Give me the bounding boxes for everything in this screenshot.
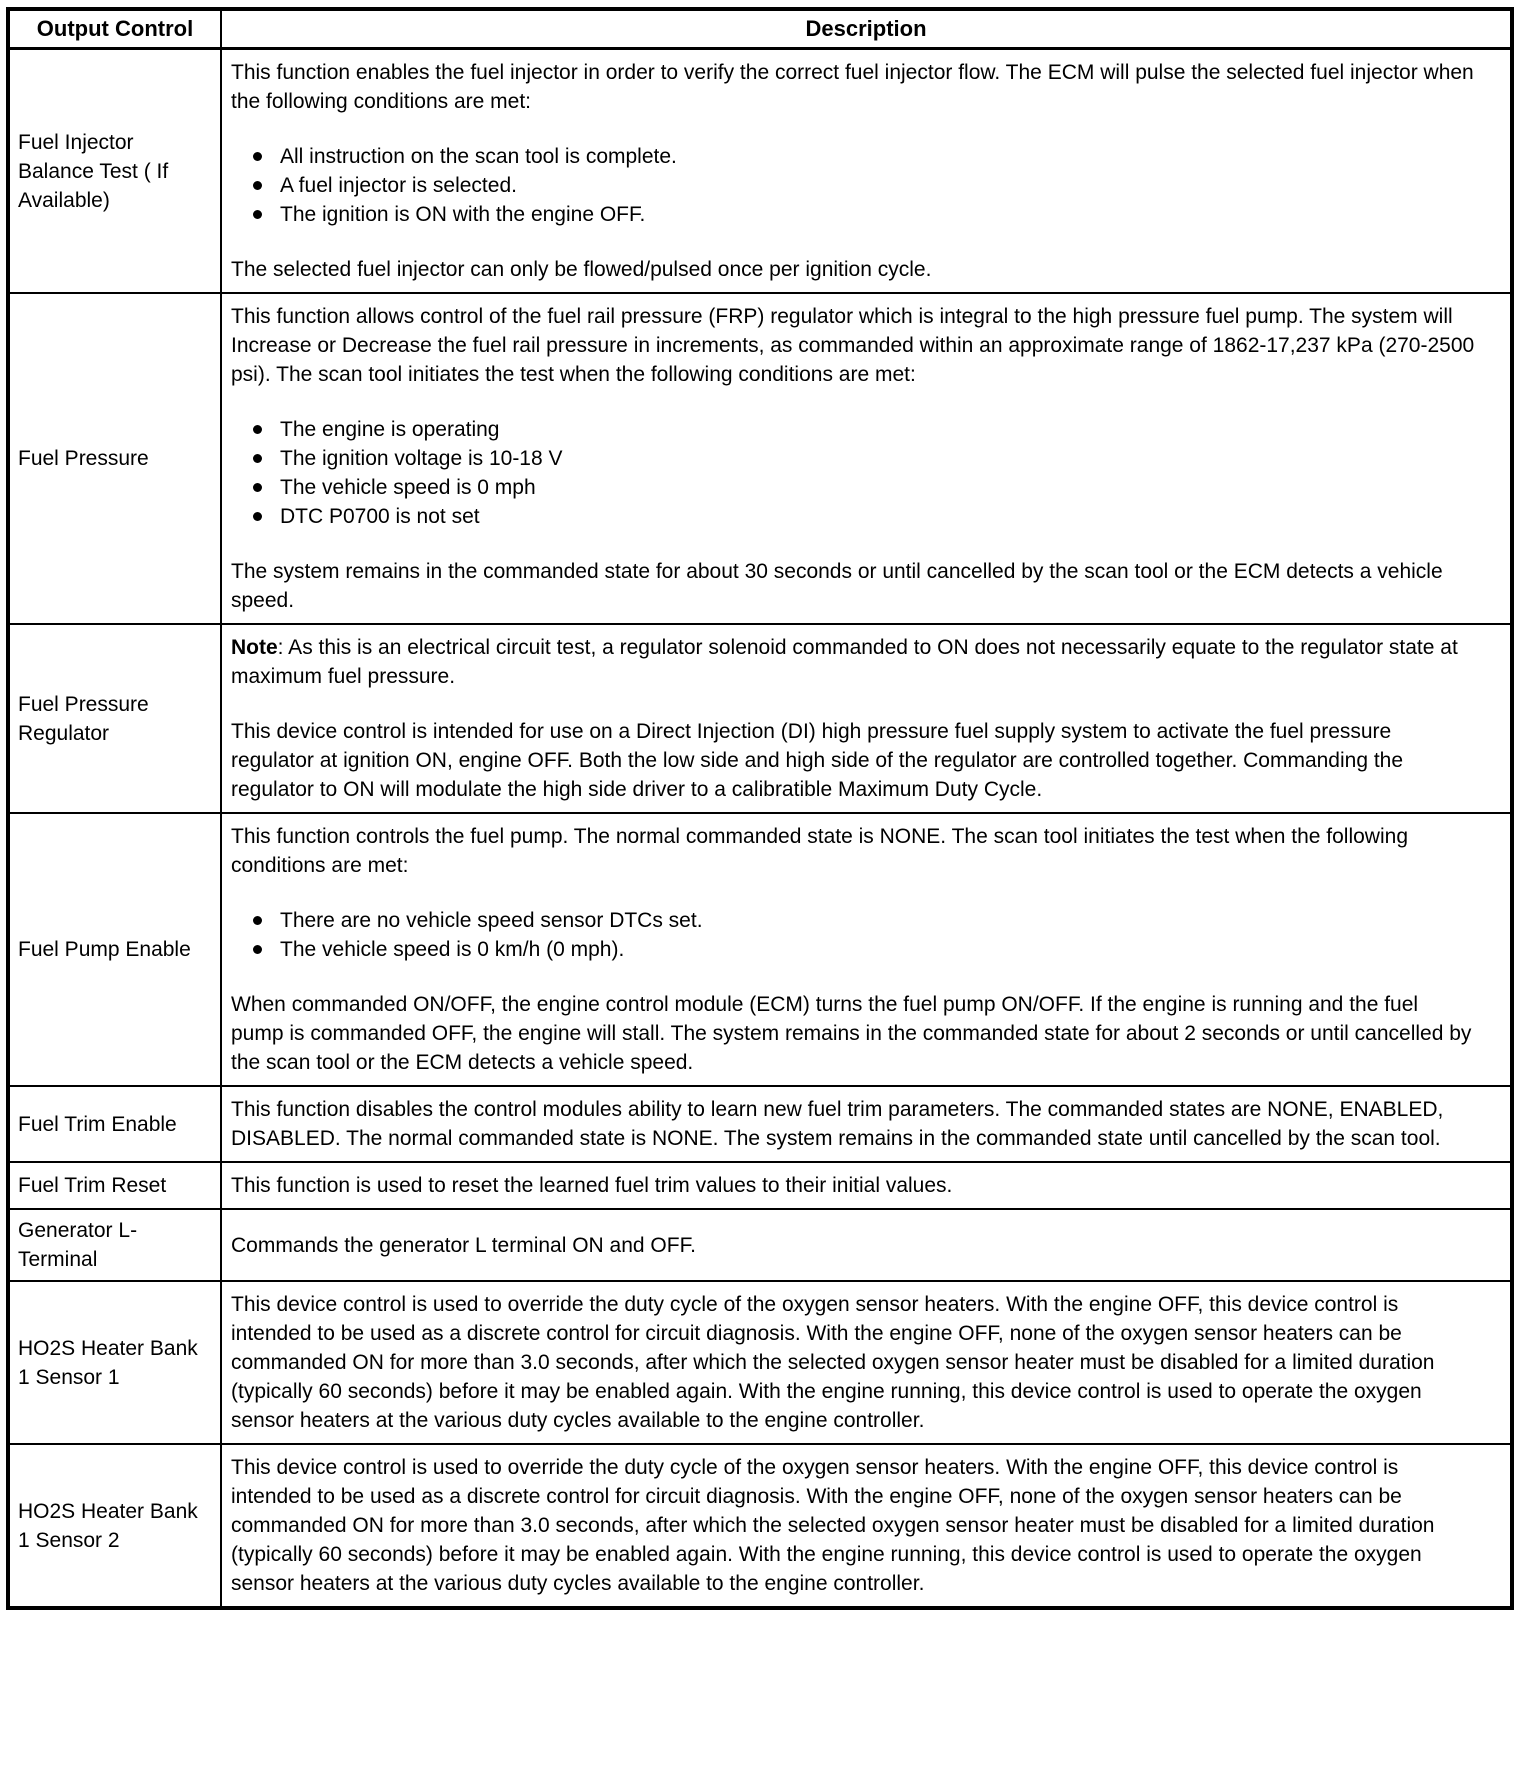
list-item-text: The ignition voltage is 10-18 V — [280, 447, 563, 470]
description-cell — [221, 1162, 1512, 1209]
output-control-cell: HO2S Heater Bank 1 Sensor 2 — [8, 1444, 221, 1608]
description-paragraph: This device control is intended for use on a Direct Injection (DI) high pressure fuel supply system to activate the fuel pressure regulator at ignition ON, engine OFF. Both the low side and high side of the regulator are controlled together. Commanding the regulator to ON will modulate the high side driver to a calibratible Maximum Duty Cycle. — [231, 720, 1404, 801]
column-header-description: Description — [221, 9, 1512, 49]
condition-list — [231, 142, 1476, 229]
output-control-cell: HO2S Heater Bank 1 Sensor 1 — [8, 1281, 221, 1444]
bullet-icon — [253, 945, 262, 954]
list-item — [253, 415, 1476, 444]
note-label: Note — [231, 636, 278, 659]
description-paragraph: Commands the generator L terminal ON and OFF. — [231, 1233, 696, 1257]
table-header — [8, 9, 1512, 49]
description-paragraph — [231, 633, 1476, 691]
list-item — [253, 502, 1476, 531]
bullet-icon — [253, 181, 262, 190]
description-paragraph: This function enables the fuel injector in order to verify the correct fuel injector flow. The ECM will pulse the selected fuel injector when the following conditions are met: — [231, 61, 1474, 113]
description-paragraph: The system remains in the commanded state for about 30 seconds or until cancelled by the scan tool or the ECM detects a vehicle speed. — [231, 560, 1443, 612]
list-item-text: A fuel injector is selected. — [280, 174, 517, 197]
description-paragraph: This device control is used to override the duty cycle of the oxygen sensor heaters. With the engine OFF, this device control is intended to be used as a discrete control for circuit diagnosis. With the engine OFF, none of the oxygen sensor heaters can be commanded ON for more than 3.0 seconds, after which the selected oxygen sensor heater must be disabled for a limited duration (typically 60 seconds) before it may be enabled again. With the engine running, this device control is used to operate the oxygen sensor heaters at the various duty cycles available to the engine controller. — [231, 1293, 1435, 1432]
description-paragraph: This function controls the fuel pump. The normal commanded state is NONE. The scan tool initiates the test when the following conditions are met: — [231, 825, 1408, 877]
list-item-text: The vehicle speed is 0 km/h (0 mph). — [280, 938, 625, 961]
description-cell — [221, 813, 1512, 1086]
bullet-icon — [253, 916, 262, 925]
description-cell — [221, 1209, 1512, 1281]
output-control-cell: Fuel Trim Enable — [8, 1086, 221, 1162]
list-item-text: DTC P0700 is not set — [280, 505, 480, 528]
output-control-cell: Fuel Pressure — [8, 293, 221, 624]
condition-list — [231, 415, 1476, 531]
bullet-icon — [253, 512, 262, 521]
list-item-text: The vehicle speed is 0 mph — [280, 476, 536, 499]
description-cell — [221, 624, 1512, 813]
header-row — [8, 9, 1512, 49]
list-item — [253, 142, 1476, 171]
table-row — [8, 49, 1512, 294]
paragraph-text: : As this is an electrical circuit test, a regulator solenoid commanded to ON does not necessarily equate to the regulator state at maximum fuel pressure. — [231, 636, 1458, 688]
output-control-cell: Fuel Pressure Regulator — [8, 624, 221, 813]
list-item-text: All instruction on the scan tool is complete. — [280, 145, 677, 168]
list-item — [253, 444, 1476, 473]
output-control-table — [6, 7, 1514, 1610]
description-cell — [221, 1281, 1512, 1444]
bullet-icon — [253, 210, 262, 219]
bullet-icon — [253, 454, 262, 463]
bullet-icon — [253, 483, 262, 492]
description-paragraph: This device control is used to override the duty cycle of the oxygen sensor heaters. With the engine OFF, this device control is intended to be used as a discrete control for circuit diagnosis. With the engine OFF, none of the oxygen sensor heaters can be commanded ON for more than 3.0 seconds, after which the selected oxygen sensor heater must be disabled for a limited duration (typically 60 seconds) before it may be enabled again. With the engine running, this device control is used to operate the oxygen sensor heaters at the various duty cycles available to the engine controller. — [231, 1456, 1435, 1595]
list-item — [253, 171, 1476, 200]
list-item-text: The engine is operating — [280, 418, 500, 441]
table-row — [8, 624, 1512, 813]
description-cell — [221, 1086, 1512, 1162]
output-control-cell: Fuel Pump Enable — [8, 813, 221, 1086]
list-item — [253, 906, 1476, 935]
table-row — [8, 1086, 1512, 1162]
description-cell — [221, 49, 1512, 294]
list-item — [253, 935, 1476, 964]
description-cell — [221, 293, 1512, 624]
list-item — [253, 200, 1476, 229]
table-row — [8, 293, 1512, 624]
description-paragraph: This function is used to reset the learned fuel trim values to their initial values. — [231, 1174, 953, 1197]
description-paragraph: This function allows control of the fuel rail pressure (FRP) regulator which is integral to the high pressure fuel pump. The system will Increase or Decrease the fuel rail pressure in increments, as commanded within an approximate range of 1862-17,237 kPa (270-2500 psi). The scan tool initiates the test when the following conditions are met: — [231, 305, 1475, 386]
description-paragraph: When commanded ON/OFF, the engine control module (ECM) turns the fuel pump ON/OFF. If the engine is running and the fuel pump is commanded OFF, the engine will stall. The system remains in the commanded state for about 2 seconds or until cancelled by the scan tool or the ECM detects a vehicle speed. — [231, 993, 1472, 1074]
list-item — [253, 473, 1476, 502]
table-body — [8, 49, 1512, 1609]
column-header-output-control: Output Control — [8, 9, 221, 49]
list-item-text: The ignition is ON with the engine OFF. — [280, 203, 646, 226]
table-row — [8, 1444, 1512, 1608]
output-control-cell: Fuel Injector Balance Test ( If Available) — [8, 49, 221, 294]
table-row — [8, 1162, 1512, 1209]
description-paragraph: The selected fuel injector can only be flowed/pulsed once per ignition cycle. — [231, 258, 932, 281]
condition-list — [231, 906, 1476, 964]
list-item-text: There are no vehicle speed sensor DTCs set. — [280, 909, 703, 932]
output-control-cell: Fuel Trim Reset — [8, 1162, 221, 1209]
table-row — [8, 1281, 1512, 1444]
description-paragraph: This function disables the control modules ability to learn new fuel trim parameters. The commanded states are NONE, ENABLED, DISABLED. The normal commanded state is NONE. The system remains in the commanded state until cancelled by the scan tool. — [231, 1098, 1444, 1150]
description-cell — [221, 1444, 1512, 1608]
bullet-icon — [253, 425, 262, 434]
bullet-icon — [253, 152, 262, 161]
table-row — [8, 813, 1512, 1086]
output-control-cell: Generator L-Terminal — [8, 1209, 221, 1281]
table-row — [8, 1209, 1512, 1281]
